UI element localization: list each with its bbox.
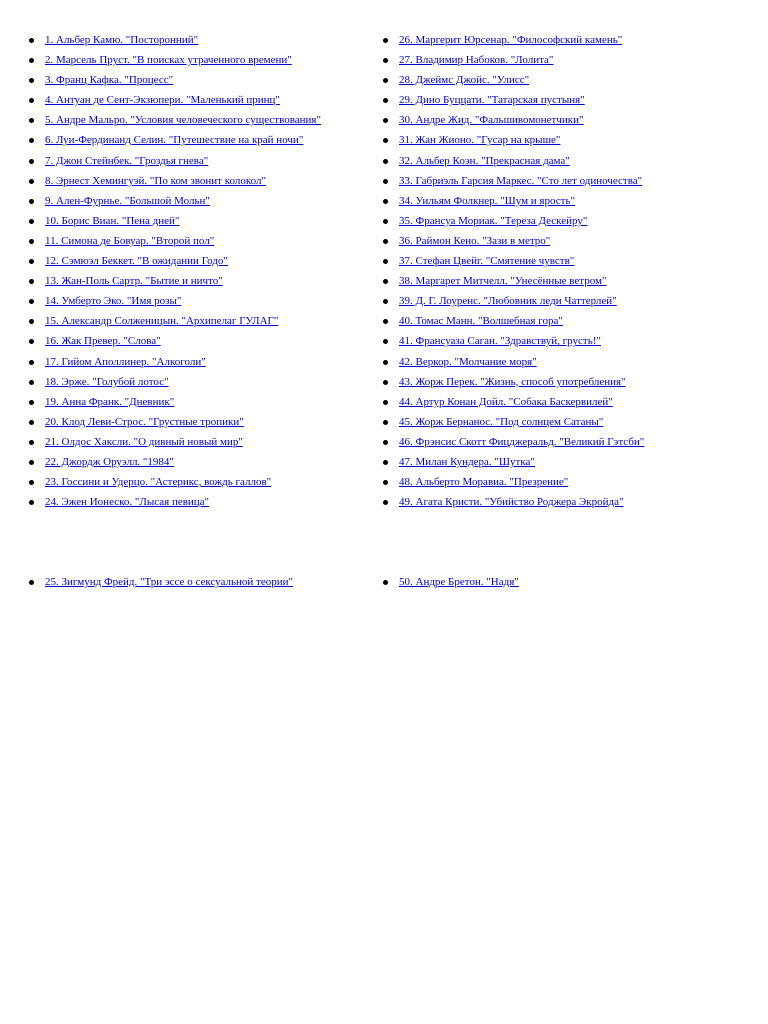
bullet-icon (383, 319, 388, 324)
book-link[interactable]: 34. Уильям Фолкнер. "Шум и ярость" (399, 194, 575, 207)
bullet-icon (29, 580, 34, 585)
list-item (28, 293, 373, 313)
bullet-icon (29, 38, 34, 43)
book-link[interactable]: 29. Дино Буццати. "Татарская пустыня" (399, 94, 585, 107)
book-link[interactable]: 20. Клод Леви-Строс. "Грустные тропики" (45, 415, 244, 428)
list-item (382, 213, 742, 233)
book-link[interactable]: 27. Владимир Набоков. "Лолита" (399, 54, 554, 67)
list-item (28, 434, 373, 454)
bullet-icon (383, 239, 388, 244)
book-list-right (382, 32, 742, 514)
bullet-icon (383, 360, 388, 365)
book-link[interactable]: 32. Альбер Коэн. "Прекрасная дама" (399, 154, 570, 167)
book-link[interactable]: 6. Луи-Фердинанд Селин. "Путешествие на край ночи" (45, 134, 304, 147)
book-link[interactable]: 19. Анна Франк. "Дневник" (45, 395, 175, 408)
bullet-icon (383, 420, 388, 425)
book-link[interactable]: 42. Веркор. "Молчание моря" (399, 355, 537, 368)
list-item (28, 374, 373, 394)
bullet-icon (383, 460, 388, 465)
list-item (28, 414, 373, 434)
bullet-icon (29, 440, 34, 445)
bullet-icon (383, 279, 388, 284)
book-link[interactable]: 37. Стефан Цвейг. "Смятение чувств" (399, 255, 575, 268)
book-link[interactable]: 35. Франсуа Мориак. "Тереза Дескейру" (399, 214, 588, 227)
book-link[interactable]: 45. Жорж Бернанос. "Под солнцем Сатаны" (399, 415, 604, 428)
book-link[interactable]: 4. Антуан де Сент-Экзюпери. "Маленький принц" (45, 94, 280, 107)
list-item (28, 253, 373, 273)
book-link[interactable]: 1. Альбер Камю. "Посторонний" (45, 34, 199, 46)
bullet-icon (29, 118, 34, 123)
bullet-icon (29, 199, 34, 204)
list-item (382, 494, 742, 514)
book-link[interactable]: 50. Андре Бретон. "Надя" (399, 576, 519, 588)
book-link[interactable]: 13. Жан-Поль Сартр. "Бытие и ничто" (45, 275, 223, 288)
bullet-icon (29, 420, 34, 425)
book-link[interactable]: 17. Гийом Аполлинер. "Алкоголи" (45, 355, 206, 368)
list-item (382, 132, 742, 152)
book-link[interactable]: 28. Джеймс Джойс. "Улисс" (399, 74, 530, 87)
bullet-icon (29, 58, 34, 63)
bullet-icon (383, 199, 388, 204)
bullet-icon (383, 480, 388, 485)
bullet-icon (383, 138, 388, 143)
list-item (382, 354, 742, 374)
list-item (28, 32, 373, 52)
book-link[interactable]: 41. Франсуаза Саган. "Здравствуй, грусть!" (399, 335, 601, 348)
bullet-icon (29, 138, 34, 143)
book-link[interactable]: 26. Маргерит Юрсенар. "Философский камень" (399, 34, 623, 46)
book-list-right-bottom (382, 574, 742, 594)
book-link[interactable]: 8. Эрнест Хемингуэй. "По ком звонит колокол" (45, 174, 266, 187)
book-link[interactable]: 47. Милан Кундера. "Шутка" (399, 455, 535, 468)
bullet-icon (383, 299, 388, 304)
list-item (28, 112, 373, 132)
bullet-icon (29, 179, 34, 184)
list-item (28, 394, 373, 414)
bullet-icon (383, 339, 388, 344)
book-link[interactable]: 33. Габриэль Гарсия Маркес. "Сто лет одиночества" (399, 174, 643, 187)
list-item (382, 434, 742, 454)
list-item (28, 173, 373, 193)
list-item (28, 273, 373, 293)
list-item (382, 92, 742, 112)
book-link[interactable]: 46. Фрэнсис Скотт Фицджеральд. "Великий Гэтсби" (399, 435, 645, 448)
bullet-icon (383, 400, 388, 405)
list-item (382, 153, 742, 173)
list-item (382, 72, 742, 92)
book-link[interactable]: 11. Симона де Бовуар. "Второй пол" (45, 234, 215, 247)
list-item (382, 333, 742, 353)
list-item (28, 313, 373, 333)
list-item (382, 474, 742, 494)
bullet-icon (29, 78, 34, 83)
list-item (28, 474, 373, 494)
bullet-icon (383, 440, 388, 445)
list-item (28, 454, 373, 474)
bullet-icon (29, 219, 34, 224)
book-list-left-bottom (28, 574, 373, 594)
bullet-icon (29, 480, 34, 485)
bullet-icon (383, 500, 388, 505)
book-link[interactable]: 36. Раймон Кено. "Зази в метро" (399, 234, 551, 247)
list-item (382, 313, 742, 333)
book-link[interactable]: 31. Жан Жионо. "Гусар на крыше" (399, 134, 561, 147)
list-item (382, 32, 742, 52)
bullet-icon (383, 38, 388, 43)
bullet-icon (29, 500, 34, 505)
book-link[interactable]: 21. Олдос Хаксли. "О дивный новый мир" (45, 435, 243, 448)
list-item (28, 574, 373, 594)
bullet-icon (383, 179, 388, 184)
book-link[interactable]: 48. Альберто Моравиа. "Презрение" (399, 476, 569, 489)
list-item (28, 494, 373, 514)
bullet-icon (29, 380, 34, 385)
list-item (382, 253, 742, 273)
list-item (382, 454, 742, 474)
book-link[interactable]: 43. Жорж Перек. "Жизнь, способ употребления" (399, 375, 626, 388)
book-link[interactable]: 49. Агата Кристи. "Убийство Роджера Экройда" (399, 496, 624, 509)
book-link[interactable]: 30. Андре Жид. "Фальшивомонетчики" (399, 114, 584, 127)
list-item (28, 52, 373, 72)
book-link[interactable]: 23. Госсини и Удерцо. "Астерикс, вождь галлов" (45, 476, 272, 489)
book-link[interactable]: 22. Джордж Оруэлл. "1984" (45, 455, 174, 468)
bullet-icon (29, 339, 34, 344)
book-link[interactable]: 39. Д. Г. Лоуренс. "Любовник леди Чаттерлей" (399, 295, 617, 308)
book-link[interactable]: 18. Эрже. "Голубой лотос" (45, 375, 169, 388)
book-link[interactable]: 24. Эжен Ионеско. "Лысая певица" (45, 496, 210, 509)
book-link[interactable]: 44. Артур Конан Дойл. "Собака Баскервилей" (399, 395, 613, 408)
list-item (382, 173, 742, 193)
list-item (28, 72, 373, 92)
bullet-icon (383, 78, 388, 83)
list-item (382, 52, 742, 72)
bullet-icon (29, 259, 34, 264)
list-item (382, 233, 742, 253)
book-link[interactable]: 7. Джон Стейнбек. "Гроздья гнева" (45, 154, 209, 167)
bullet-icon (383, 259, 388, 264)
book-link[interactable]: 15. Александр Солженицын. "Архипелаг ГУЛАГ" (45, 315, 279, 328)
bullet-icon (29, 159, 34, 164)
list-item (28, 213, 373, 233)
bullet-icon (29, 239, 34, 244)
list-item (28, 92, 373, 112)
book-link[interactable]: 14. Умберто Эко. "Имя розы" (45, 295, 182, 308)
bullet-icon (383, 118, 388, 123)
bullet-icon (383, 58, 388, 63)
bullet-icon (29, 299, 34, 304)
list-item (382, 193, 742, 213)
book-link[interactable]: 16. Жак Превер. "Слова" (45, 335, 161, 348)
list-item (28, 132, 373, 152)
book-link[interactable]: 9. Ален-Фурнье. "Большой Мольн" (45, 194, 210, 207)
book-link[interactable]: 2. Марсель Пруст. "В поисках утраченного времени" (45, 54, 292, 67)
list-item (382, 374, 742, 394)
list-item (382, 273, 742, 293)
list-item (382, 574, 742, 594)
bullet-icon (29, 460, 34, 465)
list-item (382, 394, 742, 414)
bullet-icon (29, 319, 34, 324)
book-link[interactable]: 38. Маргарет Митчелл. "Унесённые ветром" (399, 275, 607, 288)
bullet-icon (29, 400, 34, 405)
list-item (28, 233, 373, 253)
bullet-icon (29, 279, 34, 284)
book-link[interactable]: 40. Томас Манн. "Волшебная гора" (399, 315, 563, 328)
list-item (28, 354, 373, 374)
book-link[interactable]: 5. Андре Мальро. "Условия человеческого существования" (45, 114, 321, 127)
bullet-icon (383, 159, 388, 164)
book-link[interactable]: 3. Франц Кафка. "Процесс" (45, 74, 174, 87)
book-link[interactable]: 10. Борис Виан. "Пена дней" (45, 214, 180, 227)
list-item (28, 153, 373, 173)
bullet-icon (383, 219, 388, 224)
book-list-left (28, 32, 373, 514)
bullet-icon (383, 380, 388, 385)
list-item (28, 333, 373, 353)
list-item (382, 112, 742, 132)
bullet-icon (383, 580, 388, 585)
bullet-icon (29, 360, 34, 365)
list-item (382, 414, 742, 434)
bullet-icon (29, 98, 34, 103)
book-link[interactable]: 25. Зигмунд Фрейд. "Три эссе о сексуальной теории" (45, 576, 293, 588)
bullet-icon (383, 98, 388, 103)
book-link[interactable]: 12. Сэмюэл Беккет. "В ожидании Годо" (45, 255, 228, 268)
list-item (28, 193, 373, 213)
list-item (382, 293, 742, 313)
